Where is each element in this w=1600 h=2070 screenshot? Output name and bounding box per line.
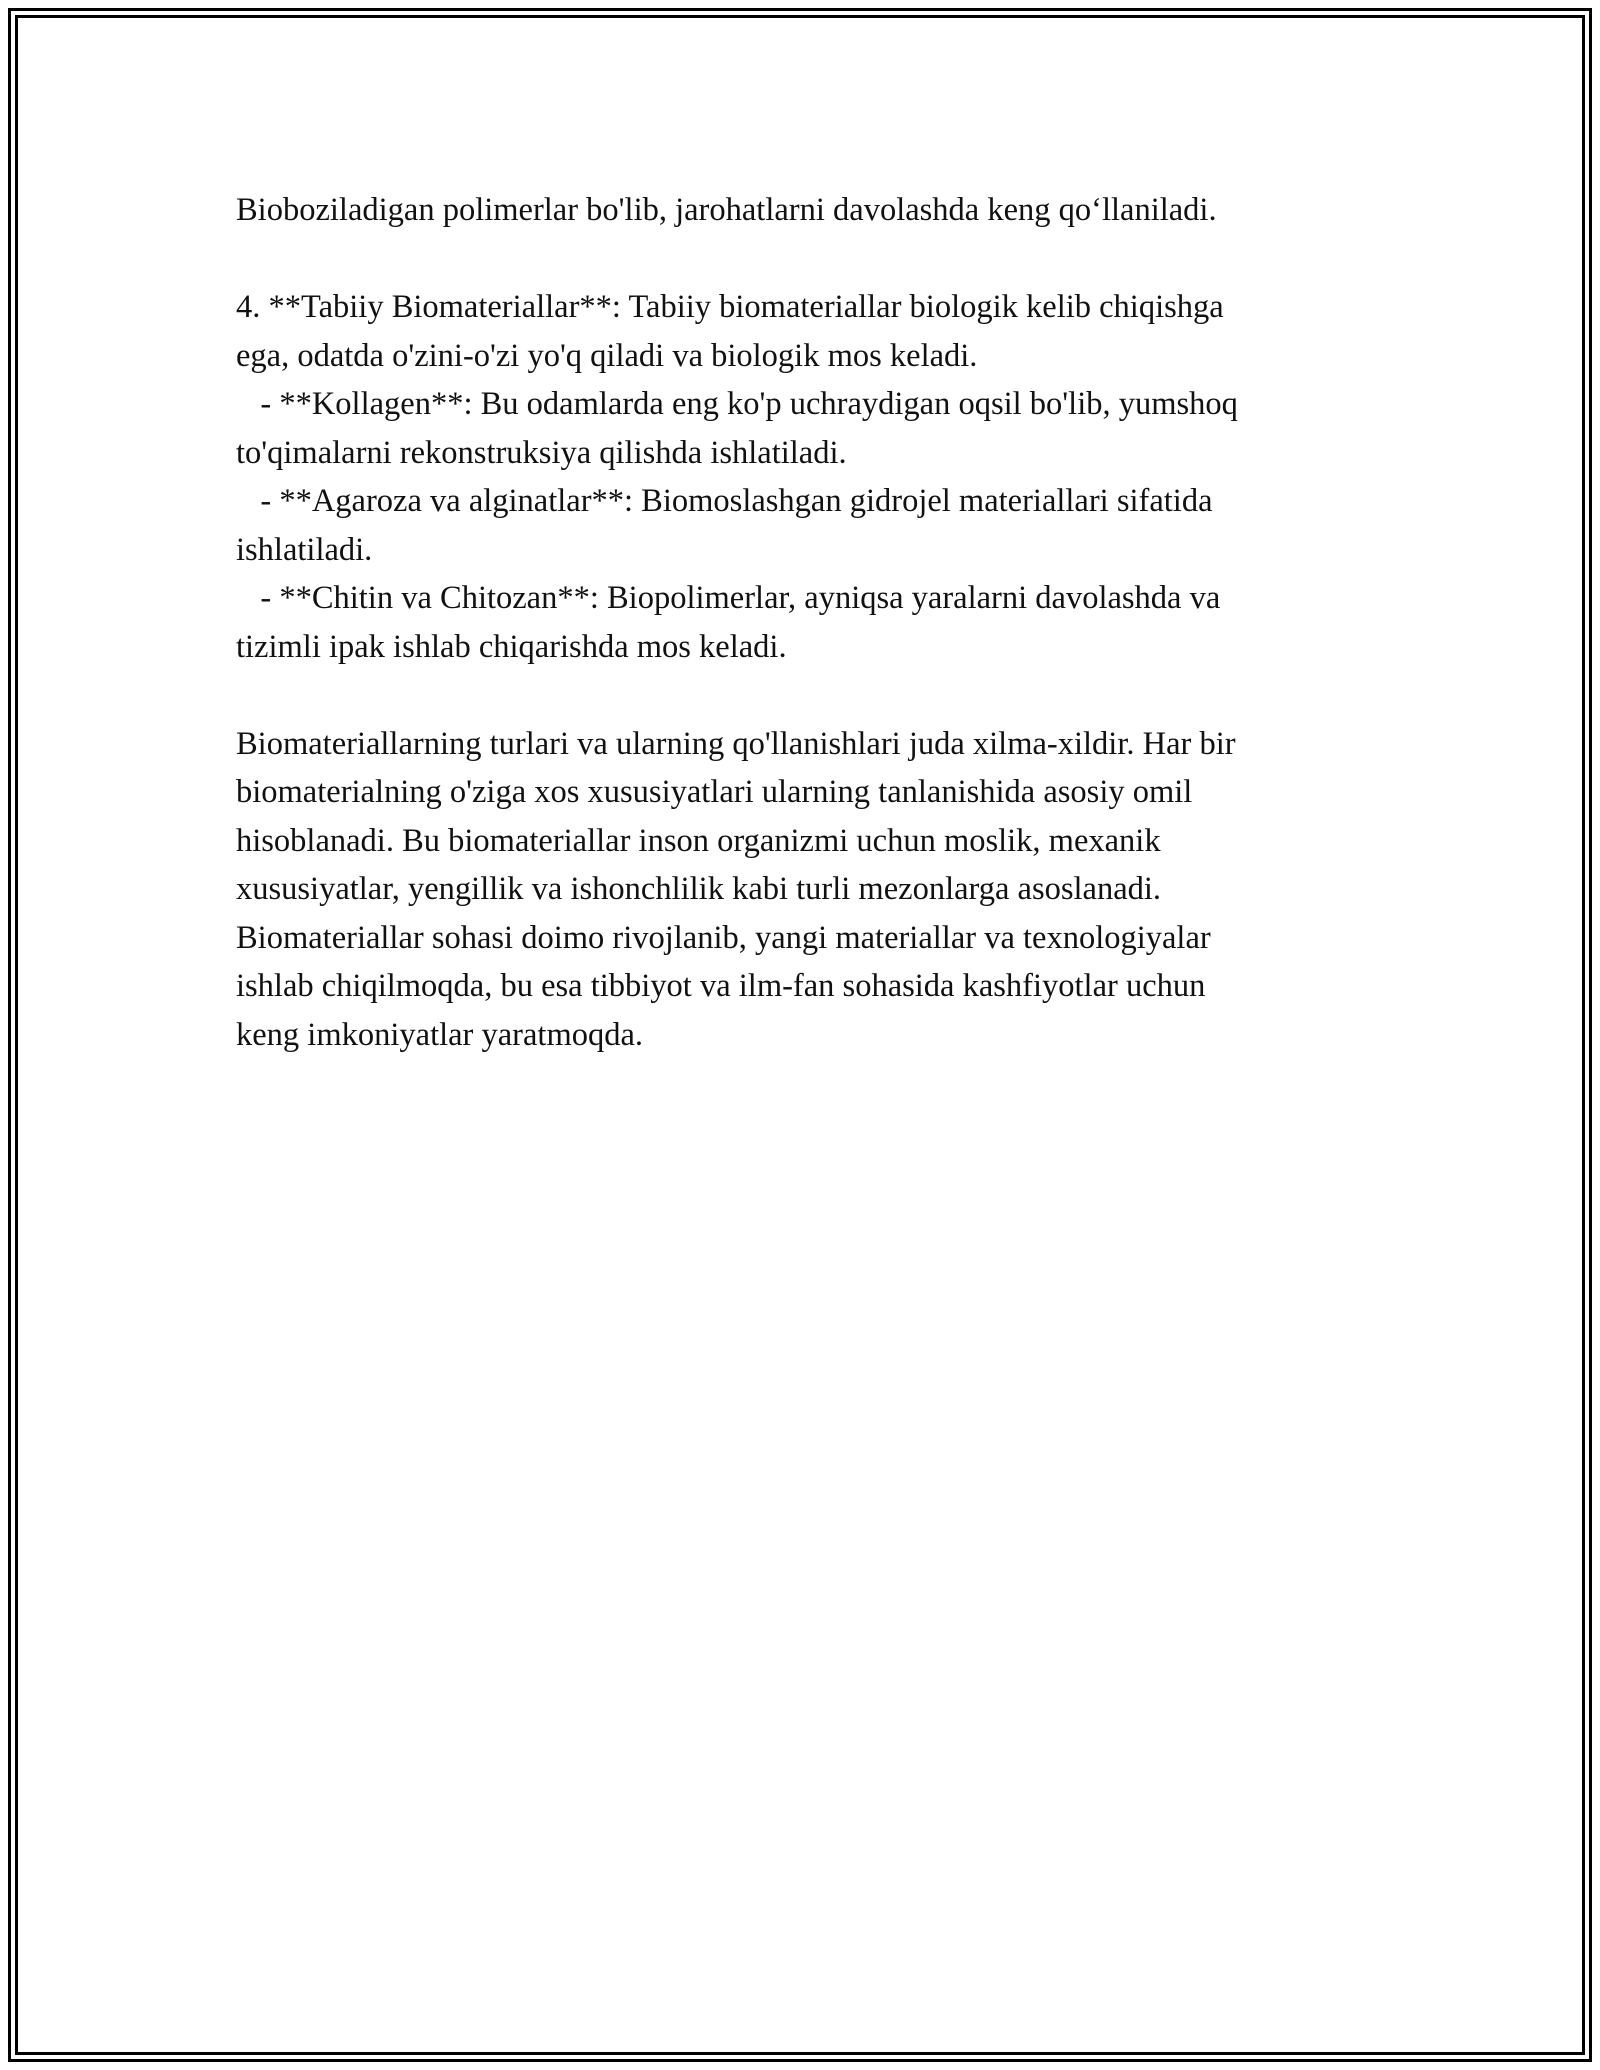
text-line: tizimli ipak ishlab chiqarishda mos keladi. <box>236 628 787 665</box>
paragraph-continuation <box>236 186 1396 235</box>
text-line: biomaterialning o'ziga xos xususiyatlari ularning tanlanishida asosiy omil <box>236 774 1193 810</box>
natural-biomaterials-section <box>236 283 1396 671</box>
text-line: xususiyatlar, yengillik va ishonchlilik kabi turli mezonlarga asoslanadi. <box>236 871 1162 907</box>
text-line: ishlatiladi. <box>236 531 373 568</box>
document-body <box>236 186 1396 1059</box>
text-line: Bioboziladigan polimerlar bo'lib, jarohatlarni davolashda keng qo‘llaniladi. <box>236 192 1217 228</box>
text-line: keng imkoniyatlar yaratmoqda. <box>236 1016 644 1053</box>
text-line: to'qimalarni rekonstruksiya qilishda ishlatiladi. <box>236 434 847 471</box>
paragraph-spacer <box>236 671 1396 720</box>
text-line: Biomateriallarning turlari va ularning qo'llanishlari juda xilma-xildir. Har bir <box>236 725 1236 762</box>
paragraph-spacer <box>236 235 1396 284</box>
list-item-heading: 4. **Tabiiy Biomateriallar**: Tabiiy biomateriallar biologik kelib chiqishga <box>236 289 1224 325</box>
conclusion-paragraph <box>236 720 1396 1060</box>
text-line: hisoblanadi. Bu biomateriallar inson organizmi uchun moslik, mexanik <box>236 822 1161 859</box>
sub-item-agarose: - **Agaroza va alginatlar**: Biomoslashgan gidrojel materiallari sifatida <box>236 483 1213 519</box>
text-line: ega, odatda o'zini-o'zi yo'q qiladi va biologik mos keladi. <box>236 337 978 374</box>
text-line: ishlab chiqilmoqda, bu esa tibbiyot va ilm-fan sohasida kashfiyotlar uchun <box>236 968 1206 1004</box>
sub-item-collagen: - **Kollagen**: Bu odamlarda eng ko'p uchraydigan oqsil bo'lib, yumshoq <box>236 386 1238 422</box>
text-line: Biomateriallar sohasi doimo rivojlanib, yangi materiallar va texnologiyalar <box>236 919 1211 956</box>
sub-item-chitin: - **Chitin va Chitozan**: Biopolimerlar, ayniqsa yaralarni davolashda va <box>236 580 1221 616</box>
